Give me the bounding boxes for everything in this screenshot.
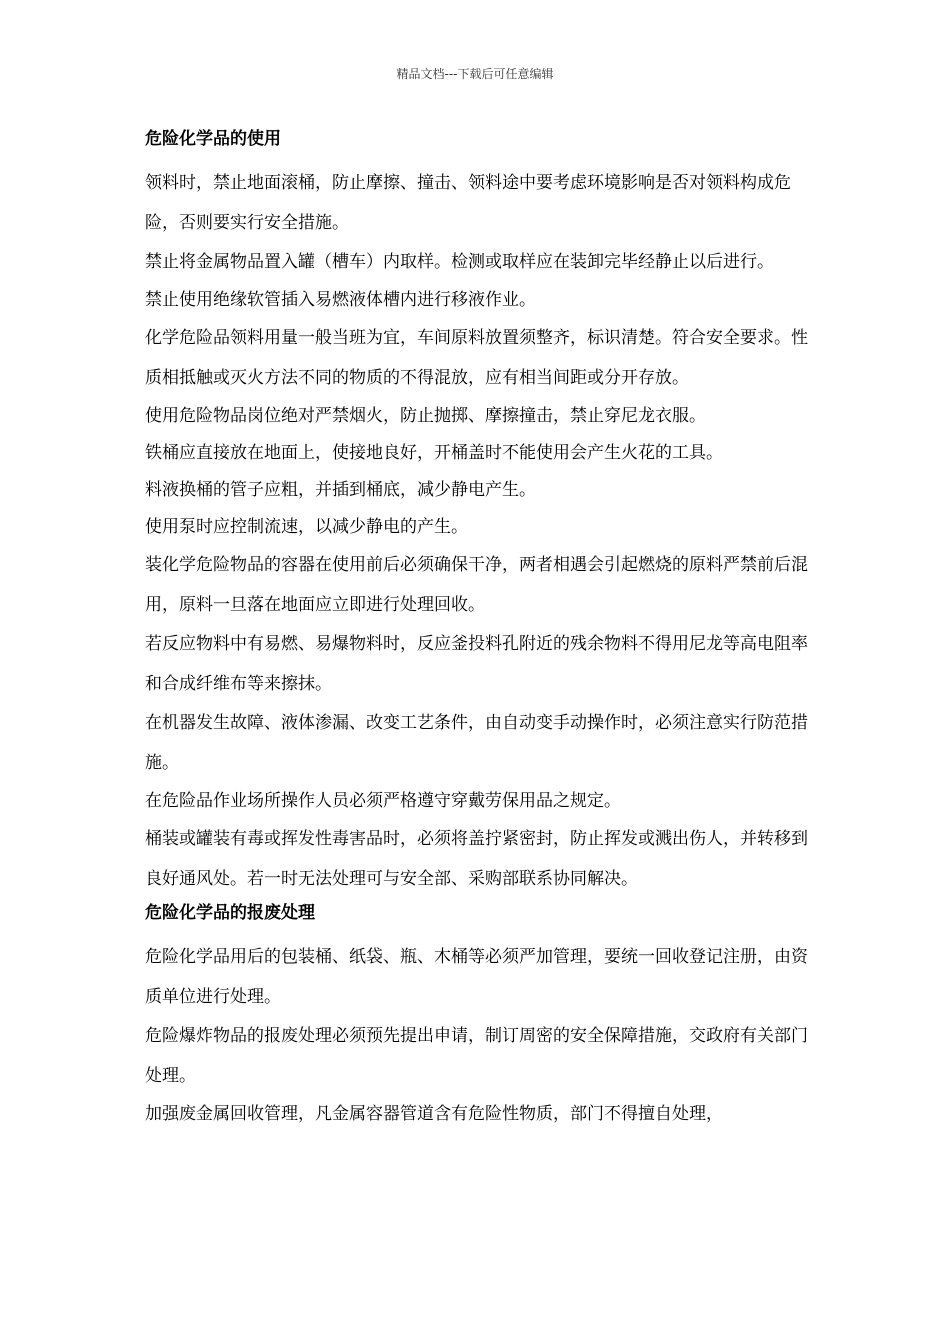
document-body — [145, 124, 817, 1132]
section-heading-usage: 危险化学品的使用 — [145, 129, 281, 149]
page-header: 精品文档---下载后可任意编辑 — [396, 67, 554, 81]
paragraph: 禁止使用绝缘软管插入易燃液体槽内进行移液作业。 — [145, 290, 536, 310]
paragraph: 料液换桶的管子应粗，并插到桶底，减少静电产生。 — [145, 480, 536, 500]
paragraph: 危险化学品用后的包装桶、纸袋、瓶、木桶等必须严加管理，要统一回收登记注册，由资质单位进行处理。 — [145, 947, 808, 1007]
paragraph: 使用泵时应控制流速，以减少静电的产生。 — [145, 517, 468, 537]
paragraph: 化学危险品领料用量一般当班为宜，车间原料放置须整齐，标识清楚。符合安全要求。性质相抵触或灭火方法不同的物质的不得混放，应有相当间距或分开存放。 — [145, 328, 808, 388]
paragraph: 危险爆炸物品的报废处理必须预先提出申请，制订周密的安全保障措施，交政府有关部门处理。 — [145, 1026, 808, 1086]
paragraph: 装化学危险物品的容器在使用前后必须确保干净，两者相遇会引起燃烧的原料严禁前后混用，原料一旦落在地面应立即进行处理回收。 — [145, 555, 808, 615]
paragraph: 使用危险物品岗位绝对严禁烟火，防止抛掷、摩擦撞击，禁止穿尼龙衣服。 — [145, 406, 706, 426]
paragraph: 在机器发生故障、液体渗漏、改变工艺条件，由自动变手动操作时，必须注意实行防范措施。 — [145, 713, 808, 773]
paragraph: 桶装或罐装有毒或挥发性毒害品时，必须将盖拧紧密封，防止挥发或溅出伤人，并转移到良好通风处。若一时无法处理可与安全部、采购部联系协同解决。 — [145, 829, 808, 889]
paragraph: 加强废金属回收管理，凡金属容器管道含有危险性物质，部门不得擅自处理， — [145, 1104, 723, 1124]
section-heading-disposal: 危险化学品的报废处理 — [145, 903, 315, 923]
paragraph: 若反应物料中有易燃、易爆物料时，反应釜投料孔附近的残余物料不得用尼龙等高电阻率和合成纤维布等来擦抹。 — [145, 634, 808, 694]
paragraph: 领料时，禁止地面滚桶，防止摩擦、撞击、领料途中要考虑环境影响是否对领料构成危险，否则要实行安全措施。 — [145, 173, 791, 233]
paragraph: 铁桶应直接放在地面上，使接地良好，开桶盖时不能使用会产生火花的工具。 — [145, 443, 723, 463]
paragraph: 在危险品作业场所操作人员必须严格遵守穿戴劳保用品之规定。 — [145, 791, 621, 811]
paragraph: 禁止将金属物品置入罐（槽车）内取样。检测或取样应在装卸完毕经静止以后进行。 — [145, 252, 774, 272]
